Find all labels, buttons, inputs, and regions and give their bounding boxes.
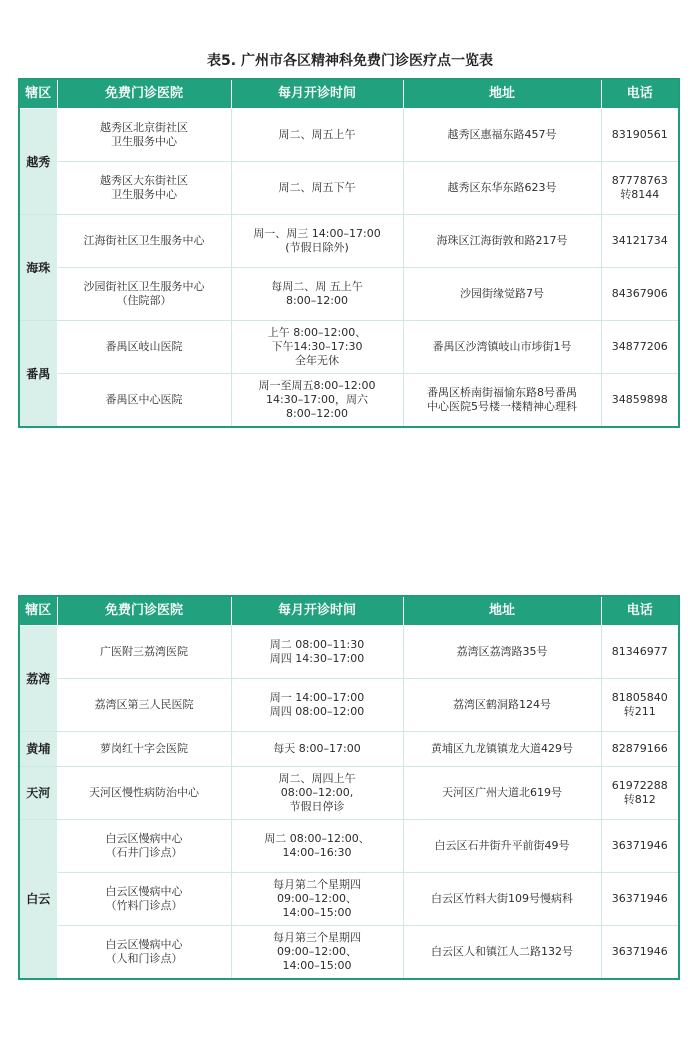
time-cell: 周二 08:00–12:00、 14:00–16:30: [264, 832, 370, 859]
address-cell: 黄埔区九龙镇镇龙大道429号: [431, 742, 573, 755]
header-time: 每月开诊时间: [231, 596, 403, 626]
hospital-cell: 越秀区北京街社区 卫生服务中心: [100, 121, 188, 148]
header-hospital: 免费门诊医院: [57, 79, 231, 109]
header-time: 每月开诊时间: [231, 79, 403, 109]
phone-cell: 81805840 转211: [611, 691, 668, 718]
time-cell: 上午 8:00–12:00、 下午14:30–17:30 全年无休: [267, 326, 367, 367]
table-row: [19, 268, 679, 321]
header-phone: 电话: [601, 79, 679, 109]
table-row: [19, 626, 679, 679]
phone-cell: 84367906: [611, 287, 668, 300]
time-cell: 每天 8:00–17:00: [273, 742, 361, 755]
phone-cell: 83190561: [611, 128, 668, 141]
district-cell: 黄埔: [19, 732, 57, 767]
time-cell: 周一至周五8:00–12:00 14:30–17:00，周六 8:00–12:00: [258, 379, 376, 420]
table-row: [19, 873, 679, 926]
header-row: [19, 596, 679, 626]
header-phone: 电话: [601, 596, 679, 626]
time-cell: 周二 08:00–11:30 周四 14:30–17:00: [269, 638, 365, 665]
hospital-cell: 白云区慢病中心 （石井门诊点）: [105, 832, 183, 859]
hospital-cell: 江海街社区卫生服务中心: [83, 234, 205, 247]
header-district: 辖区: [19, 79, 57, 109]
table-row: [19, 732, 679, 767]
table-title: 表5. 广州市各区精神科免费门诊医疗点一览表: [207, 53, 493, 69]
time-cell: 每周二、周 五上午 8:00–12:00: [271, 280, 363, 307]
hospital-cell: 番禺区岐山医院: [105, 340, 183, 353]
phone-cell: 34121734: [611, 234, 668, 247]
address-cell: 越秀区惠福东路457号: [447, 128, 557, 141]
hospital-cell: 广医附三荔湾医院: [100, 645, 188, 658]
hospital-cell: 萝岗红十字会医院: [100, 742, 188, 755]
phone-cell: 36371946: [611, 945, 668, 958]
time-cell: 每月第三个星期四 09:00–12:00、 14:00–15:00: [273, 931, 361, 972]
table-row: [19, 926, 679, 980]
time-cell: 周二、周五上午: [278, 128, 356, 141]
address-cell: 天河区广州大道北619号: [442, 786, 562, 799]
hospital-cell: 番禺区中心医院: [105, 393, 183, 406]
phone-cell: 61972288 转812: [611, 779, 668, 806]
hospital-cell: 荔湾区第三人民医院: [94, 698, 194, 711]
table-row: [19, 767, 679, 820]
header-hospital: 免费门诊医院: [57, 596, 231, 626]
time-cell: 周一 14:00–17:00 周四 08:00–12:00: [269, 691, 365, 718]
clinic-table-1: [18, 78, 680, 428]
address-cell: 荔湾区荔湾路35号: [456, 645, 548, 658]
table-row: [19, 215, 679, 268]
hospital-cell: 越秀区大东街社区 卫生服务中心: [100, 174, 188, 201]
header-address: 地址: [403, 596, 601, 626]
address-cell: 白云区人和镇江人二路132号: [431, 945, 573, 958]
address-cell: 白云区竹料大街109号慢病科: [431, 892, 573, 905]
district-cell: 荔湾: [19, 626, 57, 732]
phone-cell: 82879166: [611, 742, 668, 755]
district-cell: 天河: [19, 767, 57, 820]
district-cell: 海珠: [19, 215, 57, 321]
time-cell: 周一、周三 14:00–17:00 (节假日除外): [253, 227, 381, 254]
clinic-table-2: [18, 595, 680, 980]
address-cell: 番禺区沙湾镇岐山市埗街1号: [432, 340, 572, 353]
district-cell: 白云: [19, 820, 57, 980]
hospital-cell: 沙园街社区卫生服务中心 （住院部）: [83, 280, 205, 307]
address-cell: 沙园街缘觉路7号: [460, 287, 544, 300]
table-row: [19, 109, 679, 162]
address-cell: 番禺区桥南街福愉东路8号番禺 中心医院5号楼一楼精神心理科: [427, 386, 577, 413]
phone-cell: 34877206: [611, 340, 668, 353]
table-row: [19, 374, 679, 428]
time-cell: 每月第二个星期四 09:00–12:00、 14:00–15:00: [273, 878, 361, 919]
hospital-cell: 白云区慢病中心 （人和门诊点）: [105, 938, 183, 965]
district-cell: 番禺: [19, 321, 57, 428]
phone-cell: 87778763 转8144: [611, 174, 668, 201]
phone-cell: 36371946: [611, 839, 668, 852]
time-cell: 周二、周四上午 08:00–12:00, 节假日停诊: [278, 772, 356, 813]
table-row: [19, 321, 679, 374]
hospital-cell: 白云区慢病中心 （竹料门诊点）: [105, 885, 183, 912]
phone-cell: 81346977: [611, 645, 668, 658]
header-address: 地址: [403, 79, 601, 109]
address-cell: 越秀区东华东路623号: [447, 181, 557, 194]
address-cell: 白云区石井街升平前街49号: [434, 839, 570, 852]
table-row: [19, 820, 679, 873]
phone-cell: 34859898: [611, 393, 668, 406]
hospital-cell: 天河区慢性病防治中心: [89, 786, 199, 799]
table-row: [19, 162, 679, 215]
header-row: [19, 79, 679, 109]
district-cell: 越秀: [19, 109, 57, 215]
header-district: 辖区: [19, 596, 57, 626]
table-row: [19, 679, 679, 732]
time-cell: 周二、周五下午: [278, 181, 356, 194]
address-cell: 荔湾区鹤洞路124号: [453, 698, 551, 711]
address-cell: 海珠区江海街敦和路217号: [436, 234, 568, 247]
phone-cell: 36371946: [611, 892, 668, 905]
